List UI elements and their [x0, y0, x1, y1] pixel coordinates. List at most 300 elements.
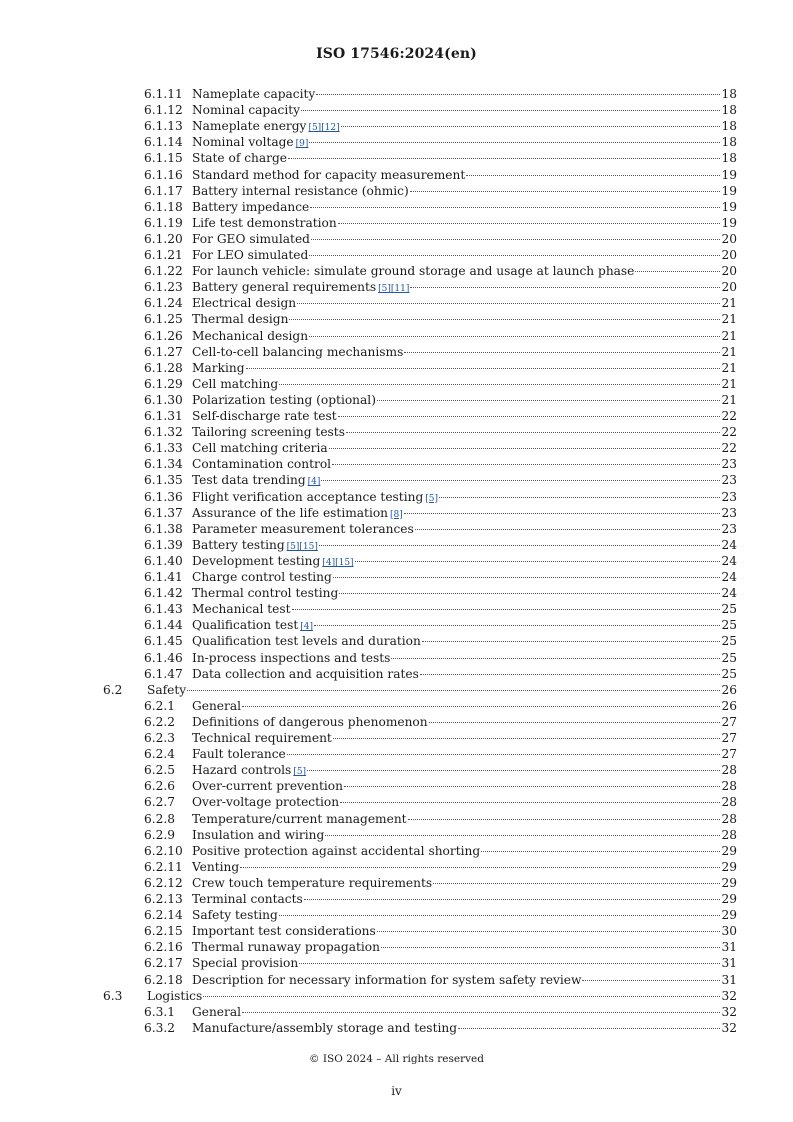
toc-entry-page: 19	[721, 183, 737, 198]
toc-entry-title: Hazard controls	[192, 763, 292, 778]
toc-entry-page: 31	[721, 972, 737, 987]
toc-entry-title: Polarization testing (optional)	[192, 392, 376, 407]
toc-entry-number: 6.1.43	[144, 602, 183, 617]
dot-leader	[377, 399, 721, 401]
toc-entry-title: Qualification test	[192, 618, 299, 633]
toc-entry-page: 19	[721, 199, 737, 214]
dot-leader	[420, 673, 721, 675]
toc-entry[interactable]	[0, 247, 793, 263]
toc-entry[interactable]	[0, 376, 793, 392]
toc-entry-title: State of charge	[192, 151, 288, 166]
toc-entry[interactable]	[0, 150, 793, 166]
toc-entry-title-line	[192, 134, 737, 150]
toc-entry-title: Special provision	[192, 956, 299, 971]
toc-entry-page: 24	[721, 586, 737, 601]
toc-entry-number: 6.2.18	[144, 972, 183, 987]
toc-entry[interactable]	[0, 923, 793, 939]
toc-entry-number: 6.2.6	[144, 779, 176, 794]
toc-entry-title-line	[192, 344, 737, 360]
toc-entry-number: 6.2.13	[144, 892, 183, 906]
toc-entry-title-line	[192, 698, 737, 714]
toc-entry-number: 6.2.8	[144, 811, 176, 826]
toc-entry-page: 21	[721, 312, 737, 327]
dot-leader	[311, 238, 721, 240]
toc-entry-number: 6.1.39	[144, 537, 183, 552]
toc-entry-page: 23	[721, 505, 737, 520]
toc-entry-page: 21	[721, 328, 737, 343]
toc-entry-title: Charge control testing	[192, 570, 332, 584]
toc-entry-title: Battery internal resistance (ohmic)	[192, 183, 409, 198]
toc-entry-page: 25	[721, 634, 737, 649]
toc-entry[interactable]	[0, 408, 793, 424]
toc-entry-title-line	[192, 553, 737, 569]
toc-entry-page: 18	[721, 151, 737, 166]
toc-entry-title-line	[192, 875, 737, 891]
toc-entry[interactable]	[0, 955, 793, 971]
toc-entry-title-line	[192, 489, 737, 505]
dot-leader	[391, 657, 720, 659]
toc-entry-page: 28	[721, 827, 737, 842]
dot-leader	[344, 785, 721, 787]
reference-link[interactable]: [15]	[299, 541, 318, 552]
dot-leader	[439, 496, 720, 498]
toc-entry-title-line	[192, 521, 737, 537]
toc-entry[interactable]	[0, 730, 793, 746]
toc-entry-title: Thermal design	[192, 312, 289, 327]
toc-entry-title-line	[192, 392, 737, 408]
toc-entry-title-line	[192, 199, 737, 215]
toc-entry-page: 28	[721, 779, 737, 794]
toc-entry-title: Venting	[192, 859, 240, 874]
toc-entry[interactable]	[0, 1020, 793, 1036]
dot-leader	[242, 705, 720, 707]
dot-leader	[422, 640, 721, 642]
toc-entry-number: 6.1.14	[144, 135, 183, 150]
toc-entry-title: For launch vehicle: simulate ground storage and usage at launch phase	[192, 264, 635, 279]
toc-entry-title: Cell-to-cell balancing mechanisms	[192, 344, 404, 359]
toc-entry-page: 30	[721, 924, 737, 939]
toc-entry-page: 24	[721, 553, 737, 568]
dot-leader	[415, 528, 721, 530]
reference-link[interactable]: [5]	[378, 284, 391, 295]
toc-entry-title: Definitions of dangerous phenomenon	[192, 714, 428, 729]
toc-entry-page: 21	[721, 360, 737, 375]
toc-entry-page: 18	[721, 103, 737, 118]
toc-entry-number: 6.2.4	[144, 747, 176, 762]
toc-entry-number: 6.1.20	[144, 231, 183, 246]
toc-entry-page: 20	[721, 231, 737, 246]
toc-entry-page: 19	[721, 167, 737, 182]
toc-entry-number: 6.1.38	[144, 521, 183, 536]
reference-link[interactable]: [11]	[390, 284, 410, 295]
toc-entry-title-line	[192, 762, 737, 778]
dot-leader	[429, 721, 721, 723]
reference-link[interactable]: [4]	[322, 557, 336, 568]
dot-leader	[299, 962, 720, 964]
toc-entry[interactable]	[0, 86, 793, 102]
dot-leader	[377, 930, 721, 932]
toc-entry[interactable]	[0, 263, 793, 279]
toc-entry-page: 28	[721, 795, 737, 810]
dot-leader	[481, 850, 720, 852]
dot-leader	[301, 109, 720, 111]
toc-entry-title-line	[192, 633, 737, 649]
toc-entry-title: Standard method for capacity measurement	[192, 167, 466, 182]
toc-entry-number: 6.2.7	[144, 795, 176, 810]
toc-entry-title: Crew touch temperature requirements	[192, 875, 433, 890]
toc-entry-title: Data collection and acquisition rates	[192, 666, 419, 681]
dot-leader	[339, 592, 720, 594]
dot-leader	[279, 383, 720, 385]
dot-leader	[314, 624, 720, 626]
toc-entry-number: 6.1.22	[144, 264, 183, 279]
dot-leader	[246, 367, 721, 369]
toc-entry-page: 23	[721, 489, 737, 504]
dot-leader	[404, 512, 721, 514]
reference-link[interactable]: [12]	[321, 123, 340, 134]
toc-entry-page: 21	[721, 376, 737, 391]
dot-leader	[333, 737, 721, 739]
toc-entry-title: Tailoring screening tests	[192, 425, 345, 440]
toc-entry-number: 6.1.29	[144, 376, 183, 391]
reference-link[interactable]: [15]	[335, 557, 354, 568]
toc-entry-number: 6.2.11	[144, 859, 183, 874]
toc-entry-page: 27	[721, 731, 737, 745]
toc-entry-number: 6.2.2	[144, 714, 176, 729]
toc-entry-number: 6.1.44	[144, 618, 183, 633]
toc-entry[interactable]	[0, 537, 793, 553]
toc-entry[interactable]	[0, 521, 793, 537]
toc-entry[interactable]	[0, 183, 793, 199]
reference-link[interactable]: [5]	[293, 767, 307, 778]
toc-entry-number: 6.3	[103, 988, 123, 1003]
toc-entry-title: In-process inspections and tests	[192, 650, 391, 665]
toc-entry-title-line	[192, 537, 737, 553]
dot-leader	[355, 560, 721, 562]
toc-entry-number: 6.1.19	[144, 215, 183, 230]
toc-entry[interactable]	[0, 279, 793, 295]
toc-entry-title-line	[192, 955, 737, 971]
toc-entry-title-line	[192, 295, 737, 311]
dot-leader	[329, 447, 721, 449]
dot-leader	[410, 190, 721, 192]
toc-entry-title-line	[192, 231, 737, 247]
toc-entry-title: Mechanical test	[192, 602, 291, 617]
toc-entry-title: Nominal capacity	[192, 103, 301, 118]
toc-entry[interactable]	[0, 698, 793, 714]
dot-leader	[240, 866, 720, 868]
dot-leader	[242, 1011, 720, 1013]
toc-entry-title-line	[192, 86, 737, 102]
toc-entry[interactable]	[0, 859, 793, 875]
toc-entry-page: 27	[721, 714, 737, 729]
toc-entry-page: 25	[721, 650, 737, 665]
toc-entry-title: Parameter measurement tolerances	[192, 521, 414, 536]
toc-entry[interactable]	[0, 585, 793, 601]
toc-entry-number: 6.3.1	[144, 1004, 176, 1019]
dot-leader	[325, 834, 720, 836]
toc-entry-number: 6.2.3	[144, 731, 176, 745]
toc-entry[interactable]	[0, 650, 793, 666]
toc-entry-title-line	[192, 666, 737, 682]
reference-link[interactable]: [8]	[390, 509, 403, 520]
toc-entry[interactable]	[0, 424, 793, 440]
toc-entry-title: Over-voltage protection	[192, 795, 340, 810]
dot-leader	[635, 270, 720, 272]
reference-link[interactable]: [4]	[300, 622, 313, 633]
reference-link[interactable]: [5]	[286, 541, 300, 552]
toc-entry-title-line	[192, 311, 737, 327]
toc-entry-title-line	[192, 263, 737, 279]
toc-entry-title-line	[192, 859, 737, 875]
toc-entry-title: Thermal runaway propagation	[192, 940, 380, 955]
toc-entry-title-line	[192, 714, 737, 730]
dot-leader	[346, 431, 721, 433]
toc-entry-page: 32	[721, 1020, 737, 1035]
page-number: iv	[391, 1084, 402, 1098]
toc-entry-title: Technical requirement	[192, 731, 332, 745]
toc-entry[interactable]	[0, 199, 793, 215]
toc-entry-number: 6.2.1	[144, 698, 176, 713]
toc-entry[interactable]	[0, 811, 793, 827]
toc-entry[interactable]	[0, 794, 793, 810]
toc-entry[interactable]	[0, 360, 793, 376]
reference-link[interactable]: [4]	[307, 477, 321, 488]
toc-entry-title: Cell matching criteria	[192, 441, 328, 456]
toc-entry-page: 27	[721, 747, 737, 762]
toc-entry[interactable]	[0, 134, 793, 150]
toc-entry[interactable]	[0, 569, 793, 585]
toc-entry-title: Cell matching	[192, 376, 279, 391]
toc-entry-page: 18	[721, 135, 737, 150]
toc-entry[interactable]	[0, 102, 793, 118]
reference-link[interactable]: [9]	[295, 139, 309, 150]
toc-entry[interactable]	[0, 617, 793, 633]
toc-entry[interactable]	[0, 988, 793, 1004]
toc-entry[interactable]	[0, 907, 793, 923]
toc-entry-page: 23	[721, 457, 737, 472]
toc-entry[interactable]	[0, 891, 793, 907]
toc-entry-title: Nameplate energy	[192, 119, 307, 134]
toc-entry[interactable]	[0, 972, 793, 988]
toc-entry-page: 21	[721, 296, 737, 311]
toc-entry-number: 6.1.11	[144, 87, 183, 101]
toc-entry-title-line	[192, 102, 737, 118]
toc-entry[interactable]	[0, 714, 793, 730]
toc-entry-title: Qualification test levels and duration	[192, 634, 421, 649]
toc-entry-number: 6.1.32	[144, 425, 183, 440]
toc-entry-page: 23	[721, 521, 737, 536]
toc-entry[interactable]	[0, 344, 793, 360]
toc-entry[interactable]	[0, 167, 793, 183]
toc-entry-page: 25	[721, 602, 737, 617]
toc-entry-number: 6.2.12	[144, 875, 183, 890]
reference-link[interactable]: [5]	[308, 123, 322, 134]
toc-entry-page: 20	[721, 280, 737, 295]
toc-entry[interactable]	[0, 392, 793, 408]
toc-entry-number: 6.1.33	[144, 441, 183, 456]
toc-entry-number: 6.1.28	[144, 360, 183, 375]
dot-leader	[309, 254, 720, 256]
toc-entry-title-line	[192, 150, 737, 166]
toc-entry-title-line	[192, 118, 737, 134]
toc-entry-number: 6.1.31	[144, 409, 183, 423]
toc-entry-page: 22	[721, 425, 737, 440]
toc-entry-page: 28	[721, 811, 737, 826]
toc-entry-page: 28	[721, 763, 737, 778]
toc-entry-title: Important test considerations	[192, 924, 376, 939]
toc-entry-title: For LEO simulated	[192, 248, 309, 262]
toc-entry-title: Description for necessary information for system safety review	[192, 972, 582, 987]
dot-leader	[310, 206, 720, 208]
toc-entry-title: Nameplate capacity	[192, 87, 316, 101]
toc-entry[interactable]	[0, 456, 793, 472]
toc-entry-number: 6.1.25	[144, 312, 183, 327]
toc-entry[interactable]	[0, 231, 793, 247]
toc-entry-title-line	[192, 247, 737, 263]
toc-entry[interactable]	[0, 328, 793, 344]
toc-entry-title-line	[192, 601, 737, 617]
toc-entry-title: Contamination control	[192, 457, 332, 472]
toc-entry[interactable]	[0, 875, 793, 891]
toc-entry-title: Battery testing	[192, 537, 285, 552]
toc-entry-number: 6.1.21	[144, 248, 183, 262]
toc-entry[interactable]	[0, 489, 793, 505]
dot-leader	[292, 608, 721, 610]
toc-entry-number: 6.2.10	[144, 843, 183, 858]
toc-entry-page: 29	[721, 843, 737, 858]
toc-entry-title: Positive protection against accidental shorting	[192, 843, 481, 858]
toc-entry-title: Manufacture/assembly storage and testing	[192, 1020, 458, 1035]
toc-entry-title: Mechanical design	[192, 328, 309, 343]
dot-leader	[582, 979, 720, 981]
toc-entry-title-line	[192, 730, 737, 746]
toc-entry-page: 21	[721, 392, 737, 407]
toc-entry-page: 24	[721, 570, 737, 584]
toc-entry-number: 6.2.14	[144, 908, 183, 923]
toc-entry-page: 22	[721, 441, 737, 456]
dot-leader	[316, 93, 720, 95]
toc-entry-title: Assurance of the life estimation	[192, 505, 389, 520]
toc-entry-title: Test data trending	[192, 473, 306, 488]
toc-entry-number: 6.1.34	[144, 457, 183, 472]
toc-entry-title: General	[192, 1004, 241, 1019]
toc-entry-title: Insulation and wiring	[192, 827, 325, 842]
toc-entry-page: 31	[721, 956, 737, 971]
toc-entry[interactable]	[0, 440, 793, 456]
toc-entry-number: 6.1.15	[144, 151, 183, 166]
toc-entry-title: Flight verification acceptance testing	[192, 489, 424, 504]
toc-entry-title-line	[192, 843, 737, 859]
toc-entry[interactable]	[0, 682, 793, 698]
toc-entry-title-line	[192, 891, 737, 907]
toc-entry-number: 6.1.35	[144, 473, 183, 488]
toc-entry-number: 6.1.30	[144, 392, 183, 407]
toc-entry[interactable]	[0, 311, 793, 327]
toc-entry[interactable]	[0, 827, 793, 843]
toc-entry-number: 6.1.41	[144, 570, 183, 584]
toc-entry-number: 6.1.42	[144, 586, 183, 601]
toc-entry-page: 32	[721, 1004, 737, 1019]
toc-entry-page: 26	[721, 682, 737, 697]
toc-entry-title-line	[147, 988, 737, 1004]
toc-entry[interactable]	[0, 472, 793, 488]
toc-entry-number: 6.1.46	[144, 650, 183, 665]
toc-entry[interactable]	[0, 1004, 793, 1020]
toc-entry-page: 29	[721, 908, 737, 923]
toc-entry[interactable]	[0, 505, 793, 521]
toc-entry-title-line	[192, 183, 737, 199]
dot-leader	[297, 302, 720, 304]
dot-leader	[309, 141, 720, 143]
toc-entry[interactable]	[0, 633, 793, 649]
toc-entry-title-line	[192, 794, 737, 810]
toc-entry-page: 20	[721, 264, 737, 279]
toc-entry[interactable]	[0, 762, 793, 778]
dot-leader	[279, 914, 721, 916]
dot-leader	[381, 946, 721, 948]
toc-entry-title: Safety	[147, 682, 187, 697]
dot-leader	[309, 335, 720, 337]
toc-entry[interactable]	[0, 601, 793, 617]
toc-entry-title-line	[192, 907, 737, 923]
toc-entry-title-line	[192, 1004, 737, 1020]
toc-entry-number: 6.1.12	[144, 103, 183, 118]
toc-entry-title: Safety testing	[192, 908, 278, 923]
toc-entry-page: 31	[721, 940, 737, 955]
toc-entry-title-line	[192, 778, 737, 794]
toc-entry-number: 6.2.5	[144, 763, 176, 778]
toc-entry-title-line	[192, 811, 737, 827]
toc-entry-title-line	[192, 440, 737, 456]
toc-entry[interactable]	[0, 666, 793, 682]
toc-entry-number: 6.1.27	[144, 344, 183, 359]
dot-leader	[332, 463, 720, 465]
toc-entry-title-line	[192, 328, 737, 344]
toc-entry-title: Logistics	[147, 988, 203, 1003]
toc-entry-number: 6.1.16	[144, 167, 183, 182]
toc-entry-title: Development testing	[192, 553, 321, 568]
dot-leader	[340, 801, 720, 803]
toc-entry[interactable]	[0, 939, 793, 955]
toc-entry[interactable]	[0, 553, 793, 569]
toc-entry[interactable]	[0, 295, 793, 311]
toc-entry[interactable]	[0, 778, 793, 794]
toc-entry-title-line	[192, 585, 737, 601]
toc-entry-number: 6.1.47	[144, 666, 183, 681]
toc-entry-page: 29	[721, 892, 737, 906]
toc-entry-title-line	[192, 923, 737, 939]
dot-leader	[338, 222, 721, 224]
toc-entry-title-line	[192, 746, 737, 762]
toc-entry-title-line	[192, 972, 737, 988]
toc-entry-page: 25	[721, 618, 737, 633]
toc-entry-title-line	[192, 408, 737, 424]
toc-entry-page: 24	[721, 537, 737, 552]
toc-entry[interactable]	[0, 215, 793, 231]
dot-leader	[287, 753, 721, 755]
toc-entry-page: 29	[721, 875, 737, 890]
dot-leader	[404, 351, 720, 353]
toc-entry-number: 6.2	[103, 682, 123, 697]
toc-entry[interactable]	[0, 118, 793, 134]
toc-entry-title-line	[192, 376, 737, 392]
toc-entry[interactable]	[0, 843, 793, 859]
toc-entry[interactable]	[0, 746, 793, 762]
reference-link[interactable]: [5]	[425, 493, 438, 504]
toc-entry-title: For GEO simulated	[192, 231, 310, 246]
toc-entry-title: Self-discharge rate test	[192, 409, 337, 423]
